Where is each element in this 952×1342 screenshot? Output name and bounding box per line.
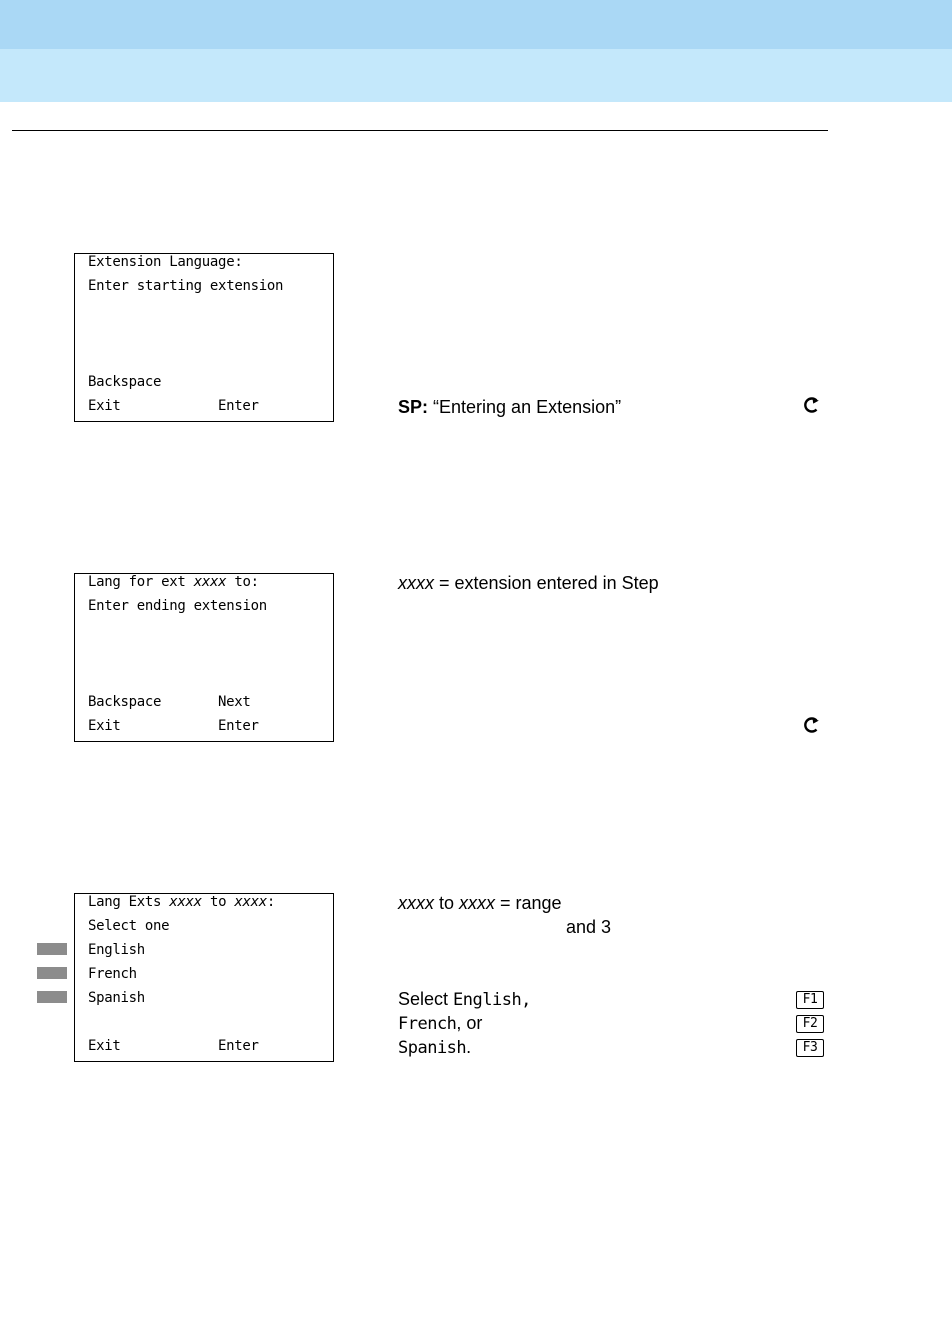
header-band-bottom [0,49,952,102]
extension-note: xxxx = extension entered in Step [398,573,659,593]
backspace-softkey[interactable]: Backspace [88,694,162,710]
range-note-continued: and 3 [566,917,612,937]
header-band-top [0,0,952,49]
enter-softkey[interactable]: Enter [218,718,259,734]
function-key-3-bar[interactable] [37,991,67,1003]
select-instruction-line2: French, or [398,1013,483,1034]
screen-prompt: Select one [88,918,170,934]
display-screen-extension-language [74,253,334,422]
display-screen-lang-exts [74,893,334,1062]
display-screen-lang-for-ext [74,573,334,742]
exit-softkey[interactable]: Exit [88,1038,121,1054]
next-softkey[interactable]: Next [218,694,251,710]
screen-title: Extension Language: [88,254,243,270]
select-instruction-line3: Spanish. [398,1037,472,1058]
f2-key[interactable]: F2 [796,1015,824,1033]
header-rule [12,130,828,131]
sp-reference: SP: “Entering an Extension” [398,397,622,417]
return-arrow-icon [802,396,820,414]
enter-softkey[interactable]: Enter [218,1038,259,1054]
exit-softkey[interactable]: Exit [88,398,121,414]
range-note: xxxx to xxxx = range [398,893,562,913]
return-arrow-icon [802,716,820,734]
backspace-softkey[interactable]: Backspace [88,374,162,390]
f3-key[interactable]: F3 [796,1039,824,1057]
option-english[interactable]: English [88,942,145,958]
screen-title: Lang Exts xxxx to xxxx: [88,894,275,910]
function-key-2-bar[interactable] [37,967,67,979]
option-french[interactable]: French [88,966,137,982]
screen-prompt: Enter starting extension [88,278,284,294]
screen-title: Lang for ext xxxx to: [88,574,259,590]
function-key-1-bar[interactable] [37,943,67,955]
exit-softkey[interactable]: Exit [88,718,121,734]
option-spanish[interactable]: Spanish [88,990,145,1006]
enter-softkey[interactable]: Enter [218,398,259,414]
screen-prompt: Enter ending extension [88,598,267,614]
f1-key[interactable]: F1 [796,991,824,1009]
select-instruction-line1: Select English, [398,989,531,1010]
